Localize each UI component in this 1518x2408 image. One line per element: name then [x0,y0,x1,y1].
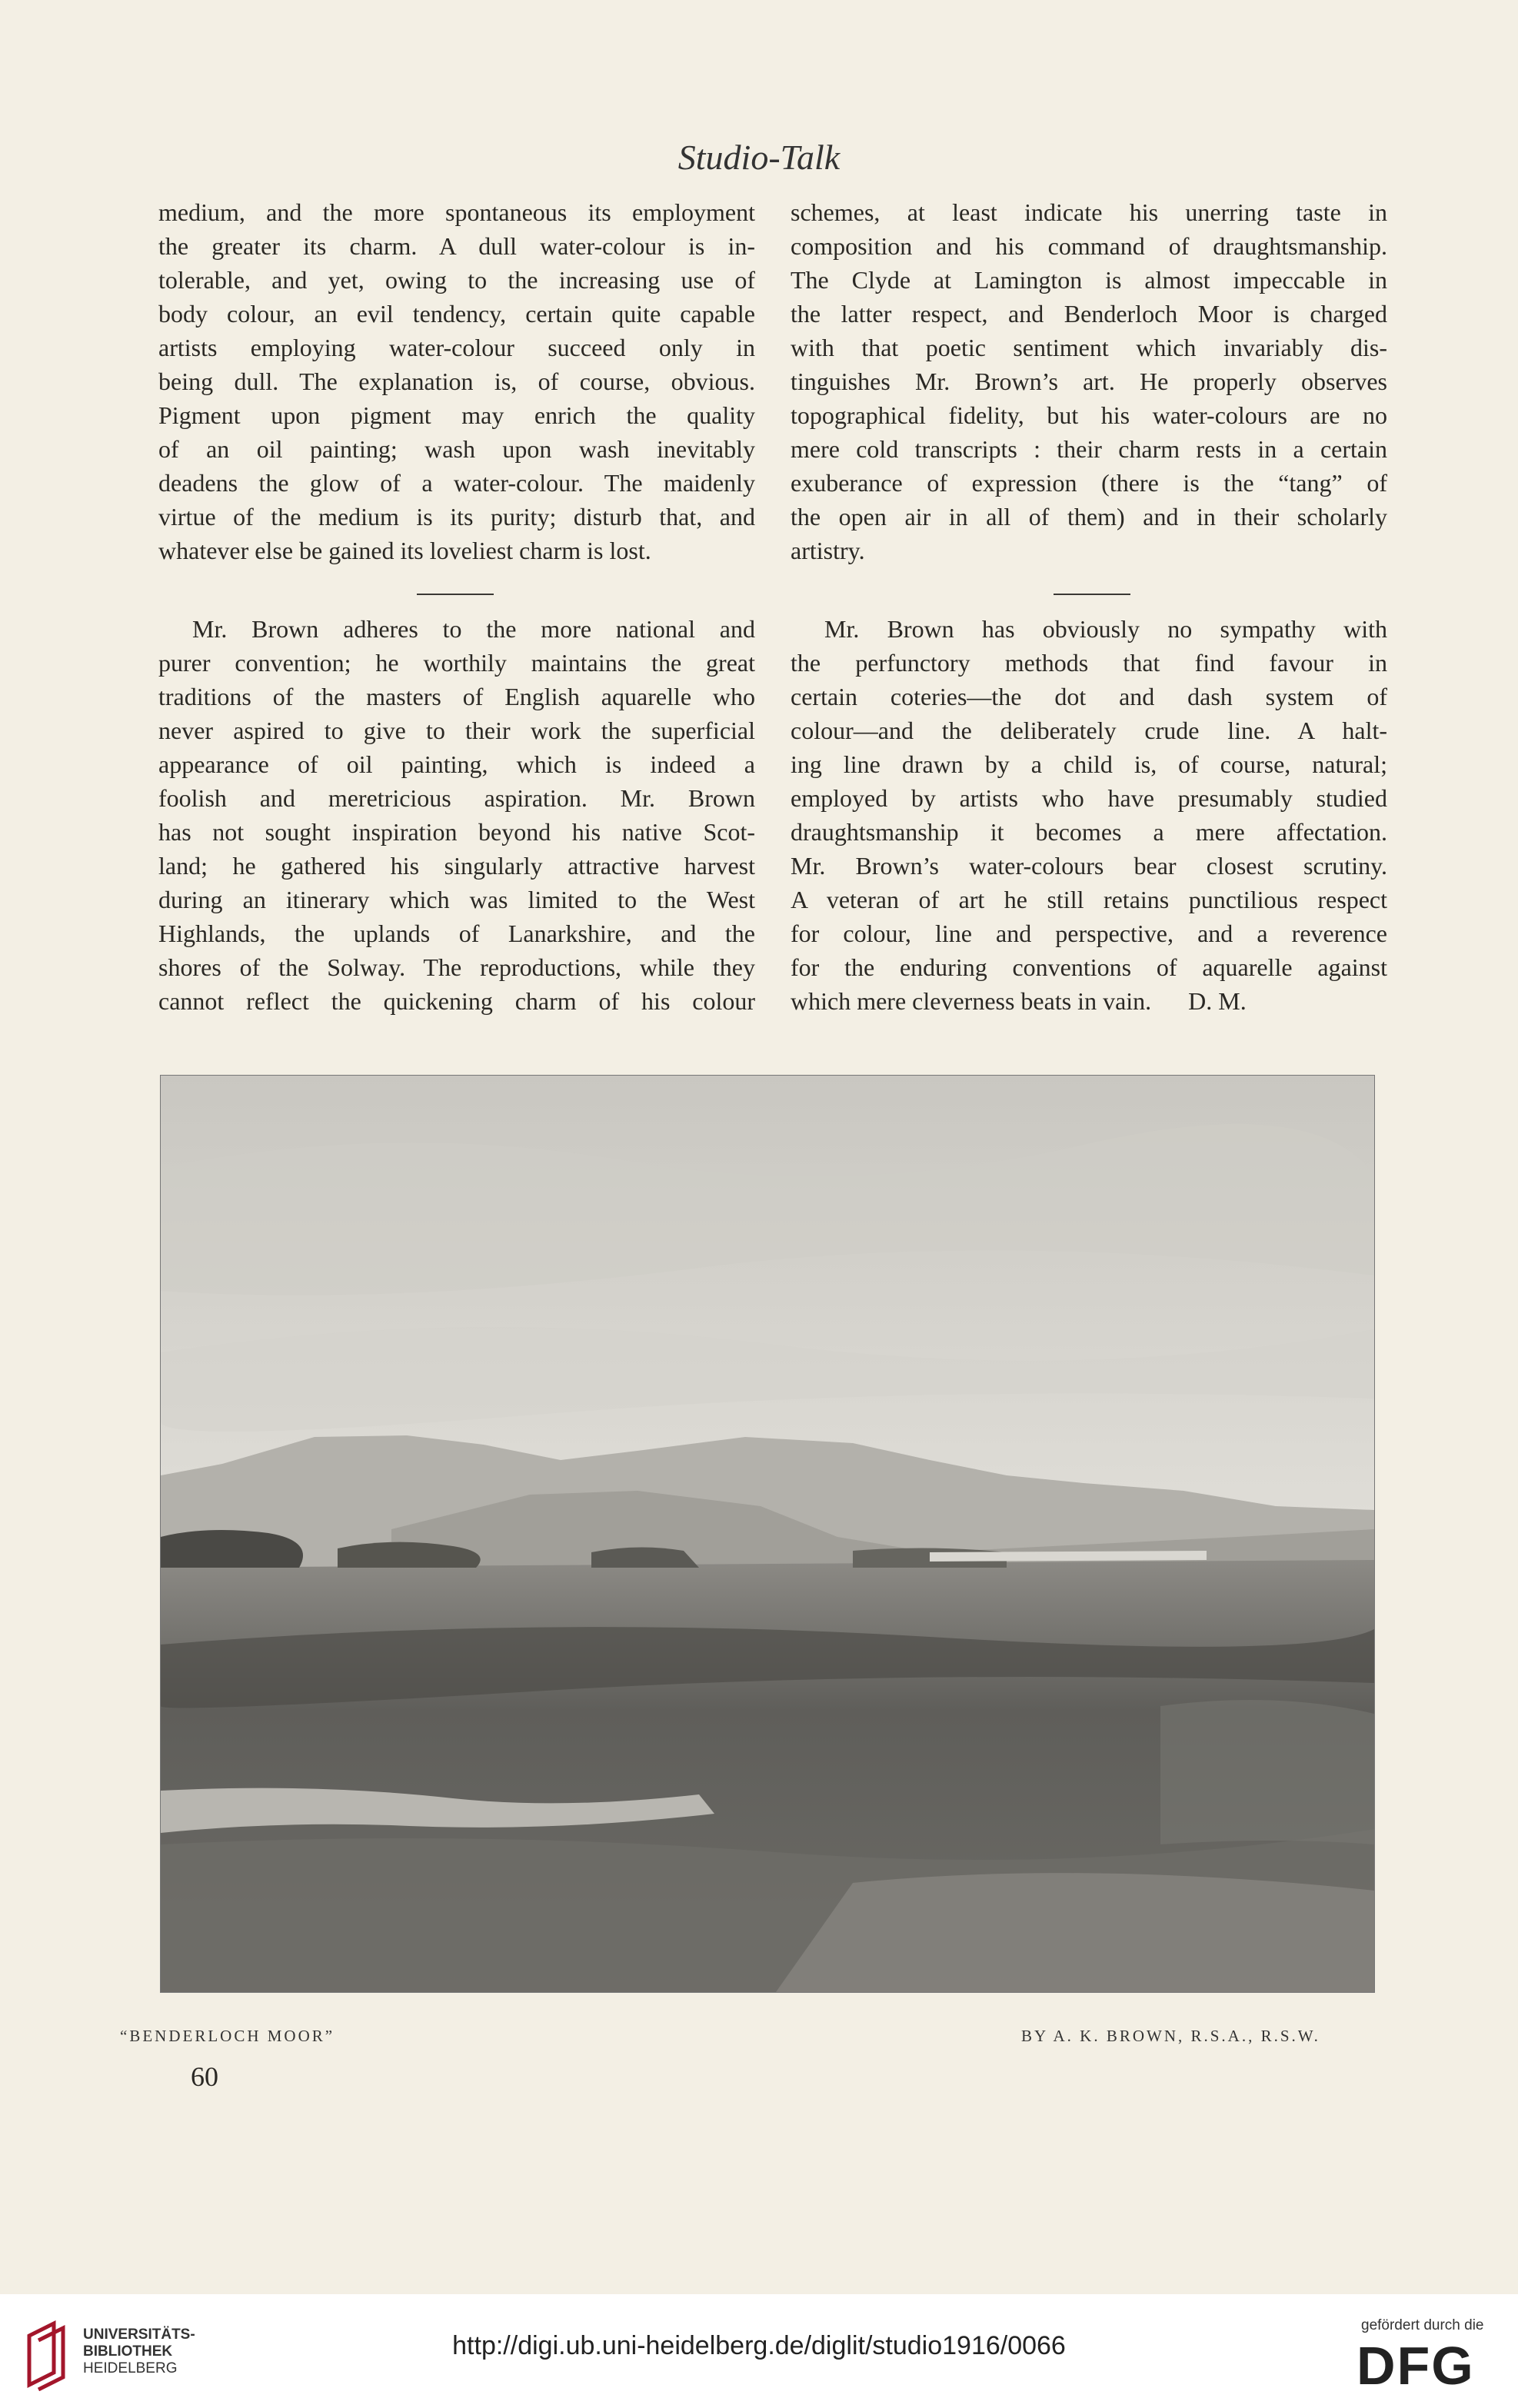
text-line: land; he gathered his singularly attractive harvest [158,852,755,880]
text-line: traditions of the masters of English aquarelle who [158,683,755,710]
text-line: artists employing water-colour succeed only in [158,334,755,361]
text-line: the perfunctory methods that find favour in [791,649,1387,677]
text-line: has not sought inspiration beyond his native Scot- [158,818,755,846]
text-line: Highlands, the uplands of Lanarkshire, and the [158,920,755,947]
landscape-illustration [160,1075,1375,1993]
digitization-footer [0,2294,1518,2408]
text-line: virtue of the medium is its purity; disturb that, and [158,503,755,530]
text-line: of an oil painting; wash upon wash inevitably [158,435,755,463]
library-name-line: UNIVERSITÄTS- [83,2327,195,2343]
text-line: deadens the glow of a water-colour. The maidenly [158,469,755,497]
sponsor-text: gefördert durch die [1361,2317,1484,2333]
text-line: being dull. The explanation is, of course, obvious. [158,368,755,395]
text-line: which mere cleverness beats in vain. D. M. [791,987,1247,1015]
text-line: ing line drawn by a child is, of course, natural; [791,750,1387,778]
text-line: Mr. Brown has obviously no sympathy with [824,615,1387,643]
text-line: certain coteries—the dot and dash system of [791,683,1387,710]
text-column-left-bottom [158,612,755,1018]
dfg-logo: DFG [1357,2336,1475,2396]
text-line: for colour, line and perspective, and a reverence [791,920,1387,947]
text-line: with that poetic sentiment which invariably dis- [791,334,1387,361]
section-divider-left [417,594,494,595]
text-column-left-top [158,195,755,567]
text-line: shores of the Solway. The reproductions, while they [158,953,755,981]
text-line: Mr. Brown adheres to the more national and [192,615,755,643]
text-line: never aspired to give to their work the superficial [158,717,755,744]
text-line: tolerable, and yet, owing to the increasing use of [158,266,755,294]
text-line: The Clyde at Lamington is almost impeccable in [791,266,1387,294]
text-line: A veteran of art he still retains punctilious respect [791,886,1387,913]
text-line: the latter respect, and Benderloch Moor is charged [791,300,1387,328]
text-line: colour—and the deliberately crude line. A halt- [791,717,1387,744]
text-line: foolish and meretricious aspiration. Mr. Brown [158,784,755,812]
text-line: whatever else be gained its loveliest charm is lost. [158,537,651,564]
page-number: 60 [191,2061,218,2092]
text-line: schemes, at least indicate his unerring taste in [791,198,1387,226]
library-name-line: BIBLIOTHEK [83,2343,173,2360]
text-line: the greater its charm. A dull water-colour is in- [158,232,755,260]
running-head: Studio-Talk [677,138,841,177]
text-line: cannot reflect the quickening charm of his colour [158,987,755,1015]
text-line: for the enduring conventions of aquarelle against [791,953,1387,981]
text-line: during an itinerary which was limited to the West [158,886,755,913]
text-column-right-bottom [791,612,1387,1018]
text-line: body colour, an evil tendency, certain quite capable [158,300,755,328]
figure-caption-title: “BENDERLOCH MOOR” [120,2027,335,2045]
figure-caption-credit: BY A. K. BROWN, R.S.A., R.S.W. [1021,2027,1320,2045]
library-name-line: HEIDELBERG [83,2360,178,2376]
text-line: mere cold transcripts : their charm rests in a certain [791,435,1387,463]
text-line: medium, and the more spontaneous its employment [158,198,755,226]
text-column-right-top [791,195,1387,567]
text-line: composition and his command of draughtsmanship. [791,232,1387,260]
text-line: topographical fidelity, but his water-colours are no [791,401,1387,429]
text-line: Mr. Brown’s water-colours bear closest scrutiny. [791,852,1387,880]
text-line: Pigment upon pigment may enrich the quality [158,401,755,429]
text-line: draughtsmanship it becomes a mere affectation. [791,818,1387,846]
text-line: artistry. [791,537,865,564]
moorland-painting [161,1076,1374,1992]
text-line: the open air in all of them) and in their scholarly [791,503,1387,530]
text-line: exuberance of expression (there is the “tang” of [791,469,1387,497]
section-divider-right [1054,594,1130,595]
text-line: employed by artists who have presumably studied [791,784,1387,812]
text-line: purer convention; he worthily maintains the great [158,649,755,677]
text-line: tinguishes Mr. Brown’s art. He properly observes [791,368,1387,395]
permalink-url[interactable]: http://digi.ub.uni-heidelberg.de/diglit/studio1916/0066 [452,2331,1066,2360]
text-line: appearance of oil painting, which is indeed a [158,750,755,778]
